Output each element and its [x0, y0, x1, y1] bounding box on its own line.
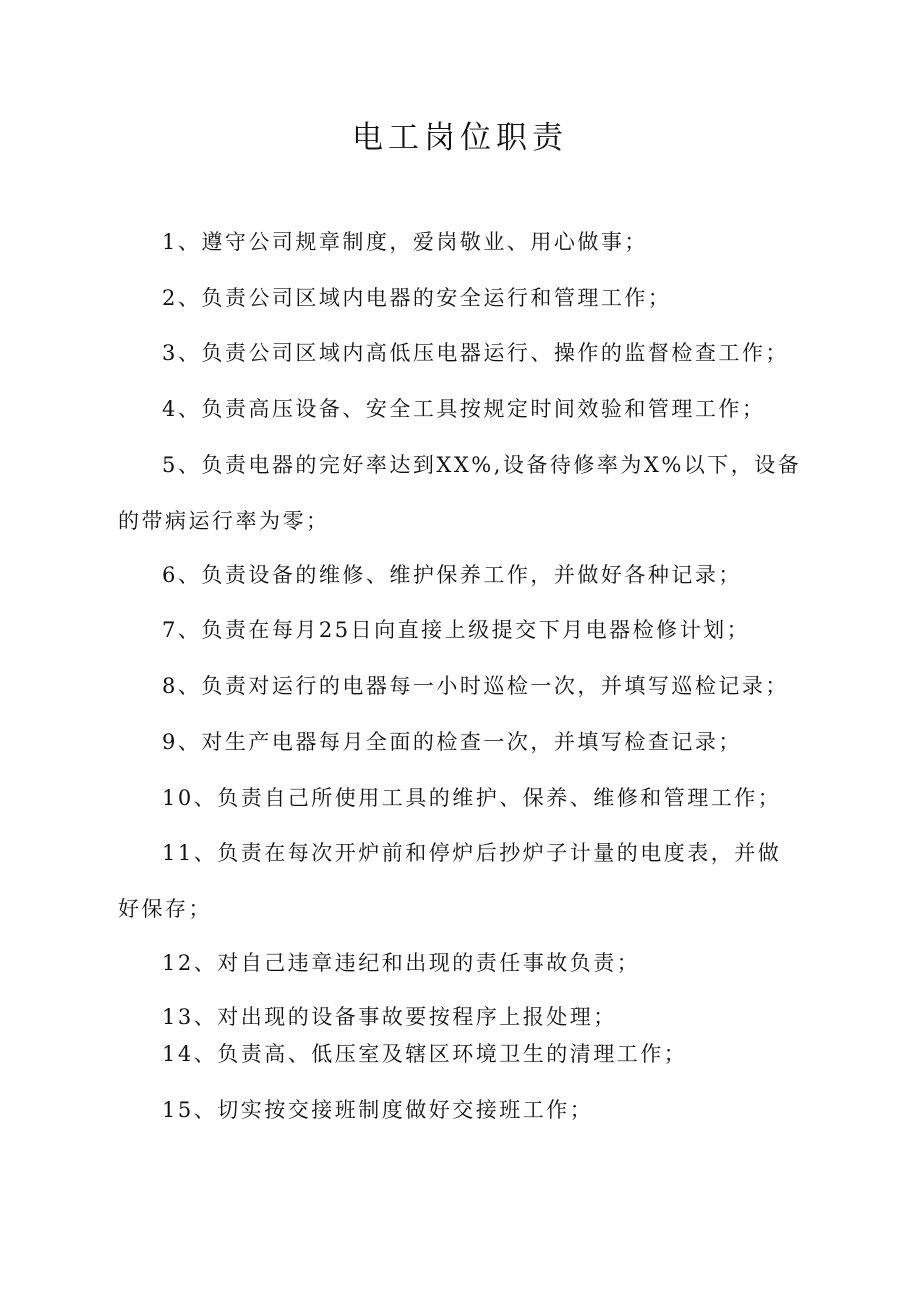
- item-text: 、负责公司区域内高低压电器运行、操作的监督检查工作；: [177, 341, 789, 365]
- duty-item-9: [118, 729, 798, 756]
- duty-item-5: [118, 452, 802, 535]
- item-text: 、切实按交接班制度做好交接班工作；: [193, 1098, 594, 1122]
- item-text: 、负责设备的维修、维护保养工作，并做好各种记录；: [177, 563, 742, 587]
- item-number: 4: [162, 397, 178, 421]
- item-text-continuation: 的带病运行率为零；: [118, 509, 330, 533]
- item-text: 、遵守公司规章制度，爱岗敬业、用心做事；: [177, 230, 648, 254]
- duty-item-12: [118, 950, 798, 977]
- duty-item-13: [118, 1004, 798, 1031]
- item-number: 9: [162, 730, 178, 754]
- item-number: 7: [162, 618, 178, 642]
- item-text: 、对生产电器每月全面的检查一次，并填写检查记录；: [177, 730, 742, 754]
- duty-item-10: [118, 785, 798, 812]
- item-text: 、对自己违章违纪和出现的责任事故负责；: [193, 951, 641, 975]
- duty-item-15: [118, 1097, 798, 1124]
- duty-item-3: [118, 340, 798, 367]
- duty-item-6: [118, 562, 798, 589]
- item-number: 15: [162, 1098, 194, 1122]
- item-text-continuation: 好保存；: [118, 897, 212, 921]
- duty-item-1: [118, 229, 798, 256]
- duty-item-2: [118, 285, 798, 312]
- item-text: 、负责自己所使用工具的维护、保养、维修和管理工作；: [193, 786, 782, 810]
- item-number: 13: [162, 1005, 194, 1029]
- item-text: 、负责高压设备、安全工具按规定时间效验和管理工作；: [177, 397, 766, 421]
- item-number: 5: [162, 453, 178, 477]
- item-text: 、对出现的设备事故要按程序上报处理；: [193, 1005, 617, 1029]
- duty-item-14: [118, 1041, 798, 1068]
- document-title: 电工岗位职责: [352, 120, 568, 156]
- item-number: 12: [162, 951, 194, 975]
- item-text: 、负责电器的完好率达到XX%,设备待修率为X%以下，设备: [177, 453, 802, 477]
- item-text: 、负责高、低压室及辖区环境卫生的清理工作；: [193, 1042, 688, 1066]
- item-number: 14: [162, 1042, 194, 1066]
- item-number: 11: [162, 841, 194, 865]
- duty-item-7: [118, 617, 798, 644]
- item-number: 6: [162, 563, 178, 587]
- item-text: 、负责公司区域内电器的安全运行和管理工作；: [177, 286, 672, 310]
- item-text: 、负责在每次开炉前和停炉后抄炉子计量的电度表，并做: [193, 841, 782, 865]
- item-number: 8: [162, 674, 178, 698]
- item-text: 、负责对运行的电器每一小时巡检一次，并填写巡检记录；: [177, 674, 789, 698]
- item-text: 、负责在每月25日向直接上级提交下月电器检修计划；: [177, 618, 751, 642]
- duty-item-4: [118, 396, 798, 423]
- item-number: 3: [162, 341, 178, 365]
- duty-item-11: [118, 840, 798, 923]
- item-number: 10: [162, 786, 194, 810]
- duty-item-8: [118, 673, 798, 700]
- item-number: 2: [162, 286, 178, 310]
- item-number: 1: [162, 230, 178, 254]
